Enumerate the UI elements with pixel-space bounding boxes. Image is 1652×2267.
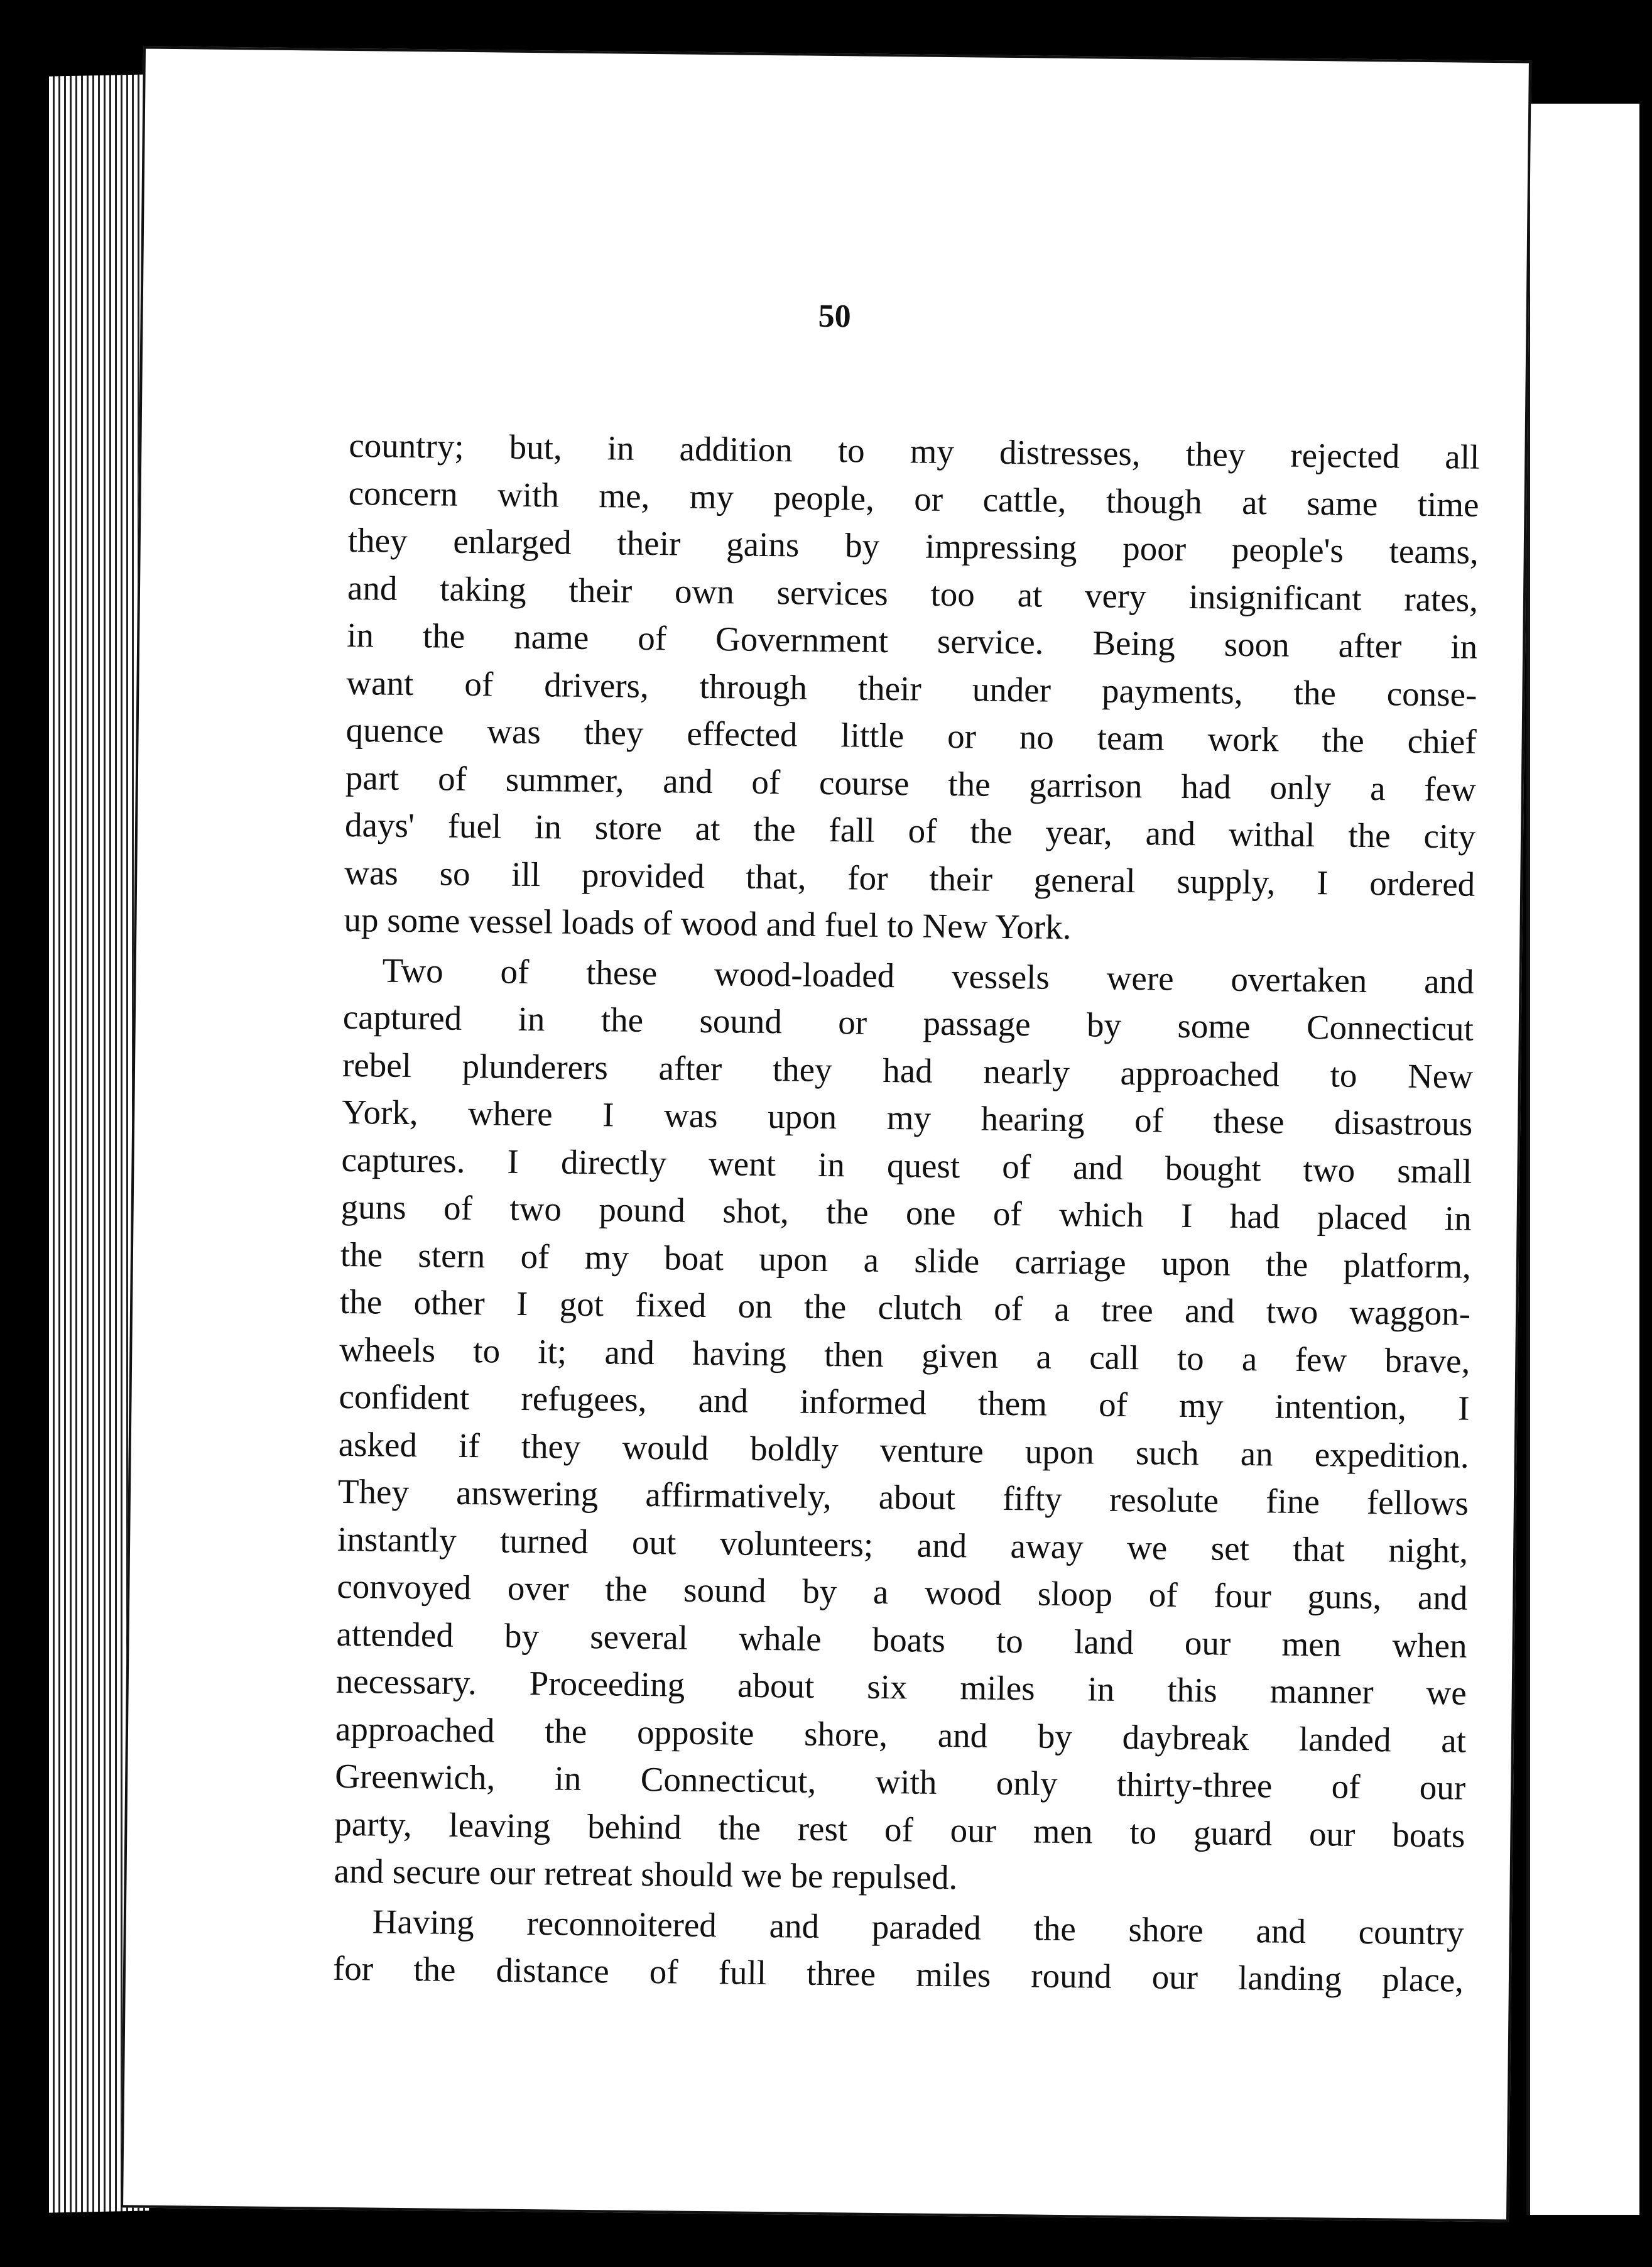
- text-line: the other I got fixed on the clutch of a tree and two waggon-: [339, 1282, 1471, 1333]
- text-line: quence was they effected little or no team work the chief: [345, 710, 1477, 761]
- text-line: and taking their own services too at very insignificant rates,: [347, 568, 1479, 619]
- text-line: for the distance of full three miles round our landing place,: [332, 1948, 1464, 1999]
- text-line: confident refugees, and informed them of my intention, I: [339, 1377, 1470, 1428]
- text-line: in the name of Government service. Being soon after in: [346, 615, 1478, 666]
- text-line: concern with me, my people, or cattle, though at same time: [348, 473, 1479, 524]
- text-line: they enlarged their gains by impressing poor people's teams,: [347, 520, 1479, 571]
- text-line: attended by several whale boats to land our men when: [336, 1614, 1467, 1665]
- text-line: Greenwich, in Connecticut, with only thirty-three of our: [334, 1756, 1466, 1807]
- text-line: captures. I directly went in quest of and bought two small: [341, 1140, 1472, 1191]
- page-number: 50: [818, 298, 851, 335]
- text-line: was so ill provided that, for their general supply, I ordered: [344, 853, 1475, 904]
- text-line: party, leaving behind the rest of our men to guard our boats: [334, 1804, 1465, 1855]
- text-line: part of summer, and of course the garrison had only a few: [345, 758, 1477, 809]
- text-line: York, where I was upon my hearing of these disastrous: [342, 1092, 1473, 1143]
- text-line: approached the opposite shore, and by daybreak landed at: [335, 1709, 1467, 1760]
- text-line: wheels to it; and having then given a call to a few brave,: [339, 1330, 1470, 1380]
- text-line: rebel plunderers after they had nearly approached to New: [342, 1045, 1474, 1096]
- paragraph: [334, 946, 1474, 1906]
- text-line: want of drivers, through their under payments, the conse-: [346, 663, 1477, 714]
- book-page: [121, 46, 1531, 2222]
- text-line: country; but, in addition to my distresses, they rejected all: [349, 425, 1480, 476]
- text-line: Having reconnoitered and paraded the shore and country: [372, 1902, 1465, 1952]
- text-line: the stern of my boat upon a slide carriage upon the platform,: [340, 1235, 1472, 1286]
- text-line: guns of two pound shot, the one of which I had placed in: [340, 1187, 1472, 1238]
- text-line: days' fuel in store at the fall of the year, and withal the city: [344, 805, 1476, 856]
- facing-page: [1526, 104, 1639, 2215]
- text-line: They answering affirmatively, about fifty resolute fine fellows: [337, 1472, 1469, 1522]
- text-line: necessary. Proceeding about six miles in this manner we: [335, 1661, 1467, 1712]
- text-line: convoyed over the sound by a wood sloop of four guns, and: [337, 1566, 1468, 1617]
- text-line: and secure our retreat should we be repulsed.: [334, 1851, 958, 1897]
- paragraph: [333, 1897, 1464, 2004]
- body-text: [333, 422, 1480, 2004]
- text-line: instantly turned out volunteers; and away we set that night,: [337, 1519, 1469, 1570]
- text-line: captured in the sound or passage by some Connecticut: [342, 997, 1474, 1048]
- text-line: asked if they would boldly venture upon such an expedition.: [338, 1424, 1470, 1475]
- paragraph: [344, 422, 1480, 955]
- text-line: up some vessel loads of wood and fuel to New York.: [344, 900, 1072, 947]
- text-line: Two of these wood-loaded vessels were overtaken and: [382, 951, 1474, 1001]
